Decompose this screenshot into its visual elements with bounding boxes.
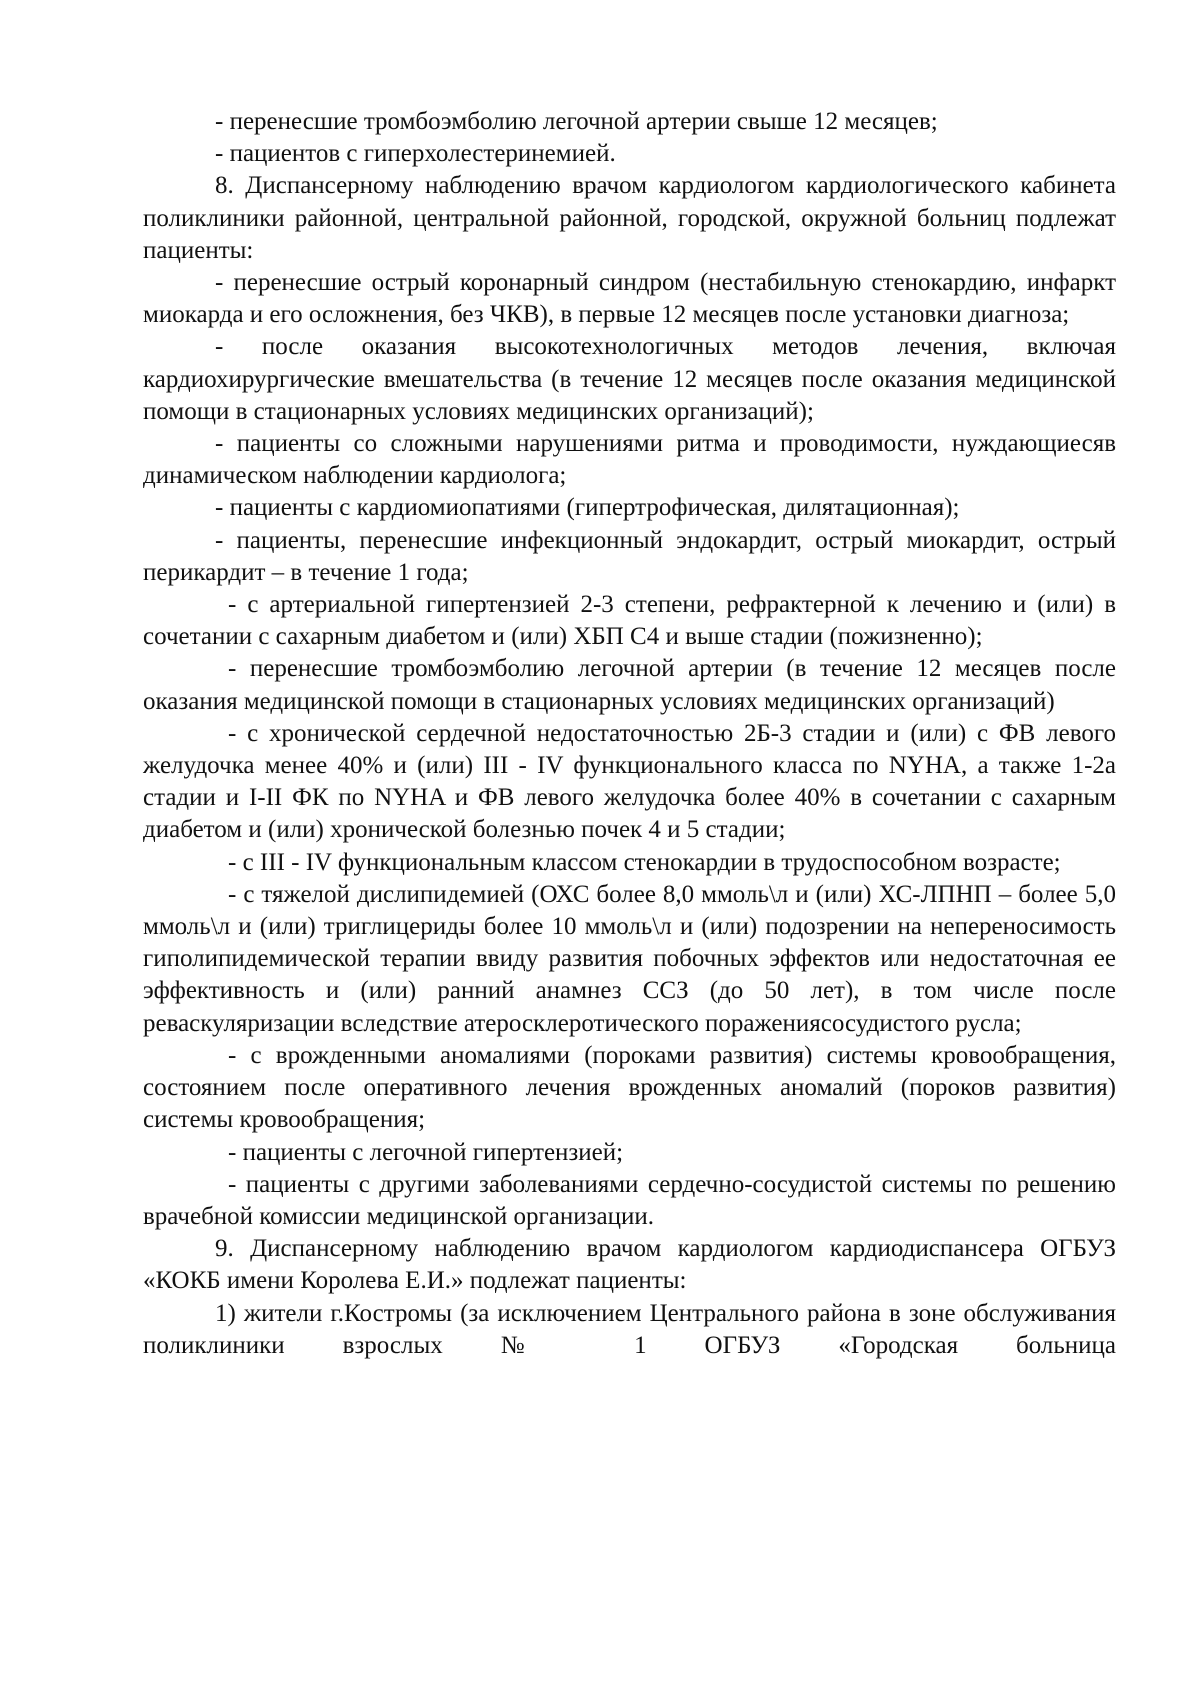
- list-item: - с врожденными аномалиями (пороками развития) системы кровообращения, состоянием после оперативного лечения врожденных аномалий (пороков развития) системы кровообращения;: [143, 1041, 1116, 1134]
- list-item: - с артериальной гипертензией 2-3 степени, рефрактерной к лечению и (или) в сочетании с сахарным диабетом и (или) ХБП С4 и выше стадии (пожизненно);: [143, 591, 1116, 651]
- section-paragraph-8: 8. Диспансерному наблюдению врачом кардиологом кардиологического кабинета поликлиники районной, центральной районной, городской, окружной больниц подлежат пациенты:: [143, 172, 1116, 264]
- list-item: - пациенты с легочной гипертензией;: [228, 1138, 624, 1166]
- list-item: 1) жители г.Костромы (за исключением Центрального района в зоне обслуживания поликлиники взрослых № 1 ОГБУЗ «Городская больница: [143, 1299, 1116, 1359]
- list-item: - пациенты с другими заболеваниями сердечно-сосудистой системы по решению врачебной комиссии медицинской организации.: [143, 1170, 1116, 1230]
- list-item: - с хронической сердечной недостаточностью 2Б-3 стадии и (или) с ФВ левого желудочка менее 40% и (или) III - IV функционального класса по NYHA, а также 1-2а стадии и I-II ФК по NYHA и ФВ левого желудочка более 40% в сочетании с сахарным диабетом и (или) хронической болезнью почек 4 и 5 стадии;: [143, 719, 1116, 844]
- list-item: - перенесшие острый коронарный синдром (нестабильную стенокардию, инфаркт миокарда и его осложнения, без ЧКВ), в первые 12 месяцев после установки диагноза;: [143, 269, 1116, 329]
- list-item: - пациентов с гиперхолестеринемией.: [215, 140, 616, 168]
- section-paragraph-9: 9. Диспансерному наблюдению врачом кардиологом кардиодиспансера ОГБУЗ «КОКБ имени Королева Е.И.» подлежат пациенты:: [143, 1235, 1116, 1295]
- list-item: - пациенты, перенесшие инфекционный эндокардит, острый миокардит, острый перикардит – в течение 1 года;: [143, 526, 1116, 586]
- list-item: - с тяжелой дислипидемией (ОХС более 8,0 ммоль\л и (или) ХС-ЛПНП – более 5,0 ммоль\л и (или) триглицериды более 10 ммоль\л и (или) подозрении на непереносимость гиполипидемической терапии ввиду развития побочных эффектов или недостаточная ее эффективность и (или) ранний анамнез ССЗ (до 50 лет), в том числе после реваскуляризации вследствие атеросклеротического пораженияcосудистого русла;: [143, 880, 1116, 1037]
- document-body: [143, 106, 1116, 1362]
- list-item: - после оказания высокотехнологичных методов лечения, включая кардиохирургические вмешательства (в течение 12 месяцев после оказания медицинской помощи в стационарных условиях медицинских организаций);: [143, 333, 1116, 425]
- list-item: - перенесшие тромбоэмболию легочной артерии (в течение 12 месяцев после оказания медицинской помощи в стационарных условиях медицинских организаций): [143, 655, 1116, 715]
- list-item: - с III - IV функциональным классом стенокардии в трудоспособном возрасте;: [228, 848, 1061, 876]
- list-item: - перенесшие тромбоэмболию легочной артерии свыше 12 месяцев;: [215, 108, 938, 135]
- list-item: - пациенты со сложными нарушениями ритма и проводимости, нуждающиесяв динамическом наблюдении кардиолога;: [143, 430, 1116, 490]
- list-item: - пациенты с кардиомиопатиями (гипертрофическая, дилятационная);: [215, 494, 960, 522]
